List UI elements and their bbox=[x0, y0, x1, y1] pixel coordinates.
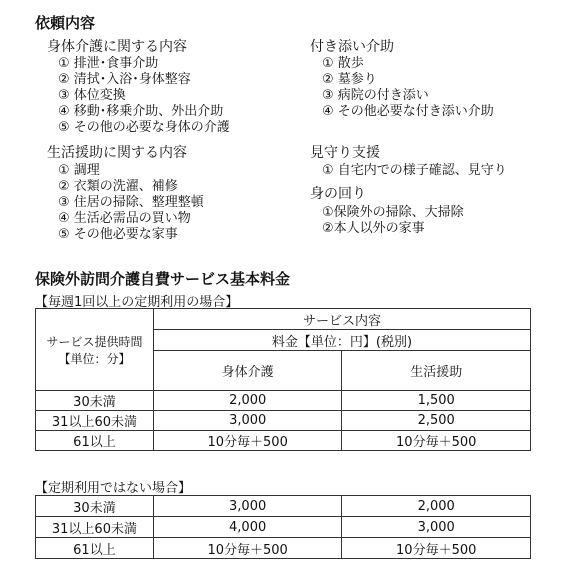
escort-heading: 付き添い介助 bbox=[310, 39, 394, 55]
list-item: ①保険外の掃除、大掃除 bbox=[322, 205, 464, 220]
watch-list bbox=[322, 163, 507, 179]
physical-price-cell: 3,000 bbox=[153, 496, 342, 517]
time-header-unit: 【単位：分】 bbox=[58, 351, 131, 366]
physical-care-list bbox=[58, 56, 230, 136]
table-row bbox=[36, 517, 531, 538]
physical-price-cell: 10分毎＋500 bbox=[153, 431, 342, 451]
table-row bbox=[36, 431, 531, 451]
physical-price-cell: 4,000 bbox=[153, 517, 342, 538]
physical-price-cell: 10分毎＋500 bbox=[153, 538, 342, 559]
surround-heading: 身の回り bbox=[310, 186, 366, 202]
life-price-cell: 3,000 bbox=[342, 517, 531, 538]
table-row bbox=[36, 411, 531, 431]
physical-price-cell: 3,000 bbox=[153, 411, 342, 431]
list-item: ⑤ その他必要な家事 bbox=[58, 227, 178, 242]
life-support-list bbox=[58, 163, 204, 243]
regular-caption: 【毎週1回以上の定期利用の場合】 bbox=[35, 295, 239, 310]
list-item: ② 清拭･入浴･身体整容 bbox=[58, 72, 191, 87]
physical-care-heading: 身体介護に関する内容 bbox=[47, 39, 187, 55]
life-price-cell: 10分毎＋500 bbox=[342, 538, 531, 559]
list-item: ③ 体位変換 bbox=[58, 88, 126, 103]
life-support-heading: 生活援助に関する内容 bbox=[47, 145, 187, 161]
escort-list bbox=[322, 56, 494, 120]
list-item: ④ 生活必需品の買い物 bbox=[58, 211, 191, 226]
time-cell: 30未満 bbox=[36, 496, 154, 517]
list-item: ⑤ その他の必要な身体の介護 bbox=[58, 120, 230, 135]
list-item: ③ 病院の付き添い bbox=[322, 88, 429, 103]
life-price-cell: 1,500 bbox=[342, 391, 531, 411]
time-header-cell bbox=[36, 309, 154, 391]
time-cell: 61以上 bbox=[36, 538, 154, 559]
time-cell: 31以上60未満 bbox=[36, 411, 154, 431]
life-price-cell: 2,500 bbox=[342, 411, 531, 431]
time-header-label: サービス提供時間 bbox=[46, 334, 143, 349]
list-item: ② 墓参り bbox=[322, 72, 377, 87]
surround-list bbox=[322, 205, 464, 237]
service-header: サービス内容 bbox=[153, 309, 530, 330]
list-item: ① 自宅内での様子確認、見守り bbox=[322, 163, 507, 178]
life-price-cell: 2,000 bbox=[342, 496, 531, 517]
time-cell: 31以上60未満 bbox=[36, 517, 154, 538]
request-title: 依頼内容 bbox=[35, 14, 96, 32]
physical-care-column-header: 身体介護 bbox=[153, 351, 342, 391]
life-price-cell: 10分毎＋500 bbox=[342, 431, 531, 451]
irregular-fee-table bbox=[35, 495, 531, 559]
list-item: ① 散歩 bbox=[322, 56, 364, 71]
watch-heading: 見守り支援 bbox=[310, 145, 380, 161]
list-item: ③ 住居の掃除、整理整頓 bbox=[58, 195, 204, 210]
list-item: ② 衣類の洗濯、補修 bbox=[58, 179, 178, 194]
list-item: ④ その他必要な付き添い介助 bbox=[322, 104, 494, 119]
list-item: ① 排泄･食事介助 bbox=[58, 56, 159, 71]
list-item: ②本人以外の家事 bbox=[322, 221, 425, 236]
price-header: 料金【単位：円】(税別) bbox=[153, 330, 530, 351]
time-cell: 30未満 bbox=[36, 391, 154, 411]
fee-title: 保険外訪問介護自費サービス基本料金 bbox=[35, 270, 291, 288]
table-row bbox=[36, 391, 531, 411]
time-cell: 61以上 bbox=[36, 431, 154, 451]
table-row bbox=[36, 538, 531, 559]
regular-fee-table bbox=[35, 308, 531, 451]
life-support-column-header: 生活援助 bbox=[342, 351, 531, 391]
list-item: ① 調理 bbox=[58, 163, 100, 178]
physical-price-cell: 2,000 bbox=[153, 391, 342, 411]
list-item: ④ 移動･移乗介助、外出介助 bbox=[58, 104, 224, 119]
table-row bbox=[36, 496, 531, 517]
irregular-caption: 【定期利用ではない場合】 bbox=[35, 481, 192, 496]
